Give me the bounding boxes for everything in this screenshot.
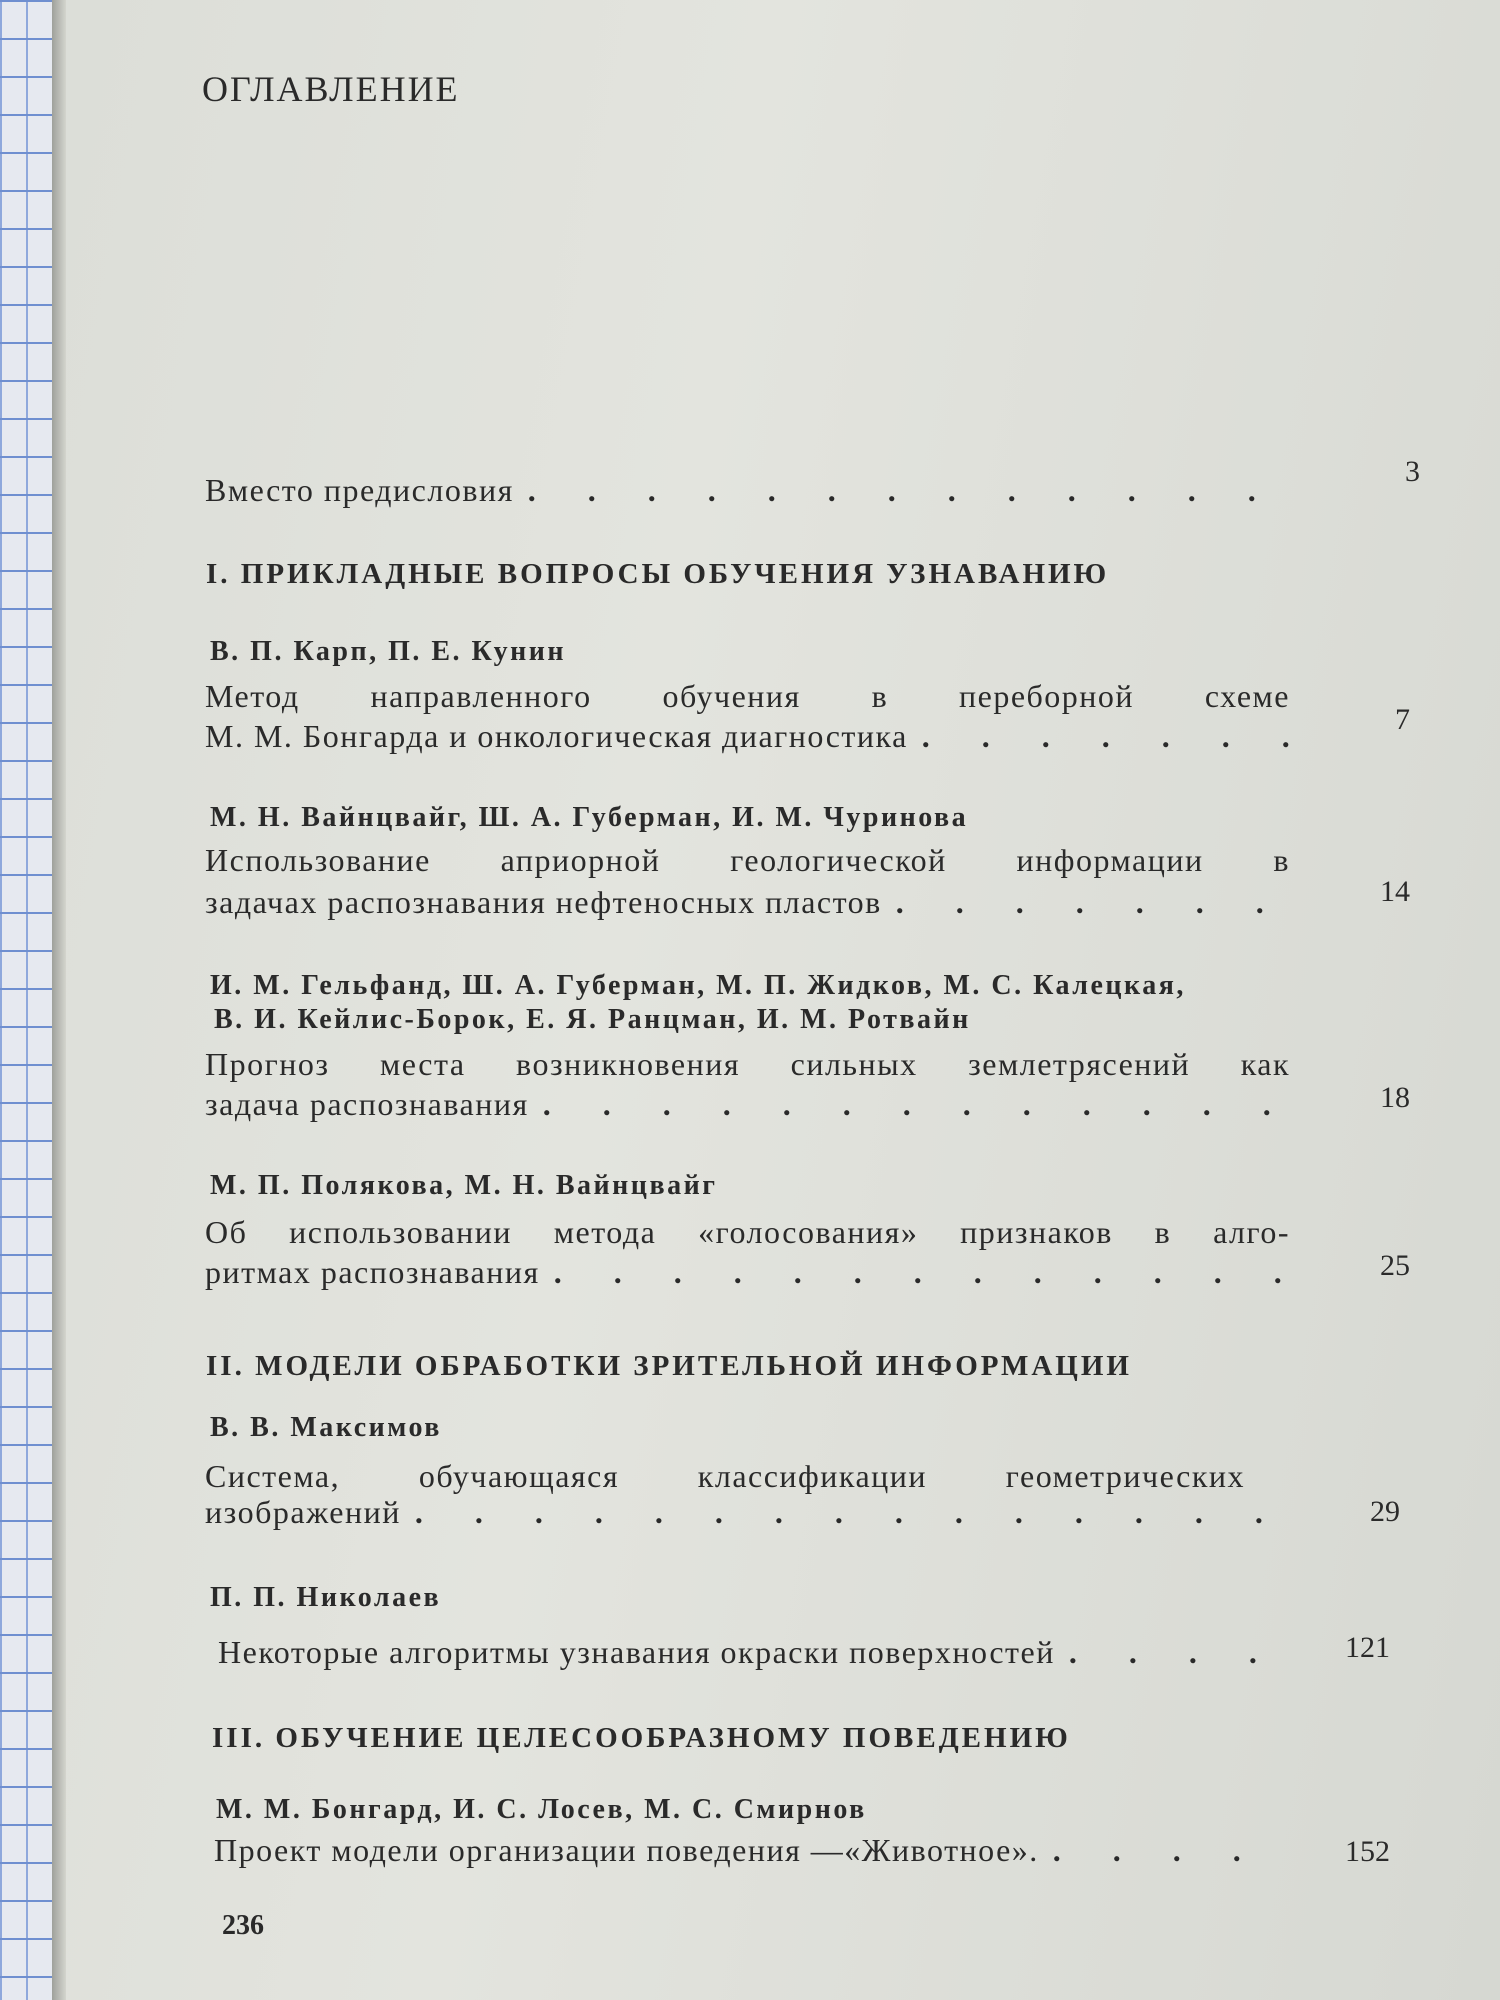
article-title-line: Прогноз места возникновения сильных землетрясений как: [205, 1046, 1290, 1082]
article-title-line: [205, 1252, 1290, 1292]
article-page: 152: [1345, 1835, 1390, 1868]
article-page: 14: [1380, 875, 1410, 908]
article-title-text: ритмах распознавания: [205, 1254, 540, 1290]
article-title-line: [218, 1632, 1290, 1672]
page-edge-shadow: [52, 0, 66, 2000]
dot-leader: [540, 1252, 1290, 1292]
article-title-line: [214, 1830, 1290, 1870]
preface-title: Вместо предисловия: [205, 472, 514, 508]
article-authors: М. П. Полякова, М. Н. Вайнцвайг: [210, 1170, 718, 1201]
dot-leader: [529, 1084, 1290, 1124]
article-authors: В. И. Кейлис-Борок, Е. Я. Ранцман, И. М. Ротвайн: [214, 1004, 971, 1035]
article-page: 25: [1380, 1249, 1410, 1282]
article-authors: М. М. Бонгард, И. С. Лосев, М. С. Смирнов: [216, 1794, 867, 1825]
dot-leader: [882, 882, 1290, 922]
article-page: 7: [1395, 703, 1410, 736]
section-title: I. ПРИКЛАДНЫЕ ВОПРОСЫ ОБУЧЕНИЯ УЗНАВАНИЮ: [206, 558, 1110, 590]
dot-leader: [908, 716, 1290, 756]
article-title-line: [205, 1084, 1290, 1124]
article-title-line: Об использовании метода «голосования» признаков в алго-: [205, 1214, 1290, 1250]
article-title-line: Метод направленного обучения в переборной схеме: [205, 678, 1290, 714]
article-title-text: М. М. Бонгарда и онкологическая диагностика: [205, 718, 908, 754]
article-title-line: Система, обучающаяся классификации геометрических: [205, 1458, 1245, 1494]
dot-leader: [1055, 1632, 1290, 1672]
dot-leader: [1039, 1830, 1290, 1870]
article-title-line: [205, 1492, 1290, 1532]
section-title: II. МОДЕЛИ ОБРАБОТКИ ЗРИТЕЛЬНОЙ ИНФОРМАЦИИ: [206, 1350, 1132, 1382]
article-page: 121: [1345, 1631, 1390, 1664]
article-title-text: задача распознавания: [205, 1086, 529, 1122]
article-title-text: изображений: [205, 1494, 401, 1530]
page-number: 236: [222, 1910, 264, 1941]
section-title: III. ОБУЧЕНИЕ ЦЕЛЕСООБРАЗНОМУ ПОВЕДЕНИЮ: [212, 1722, 1071, 1754]
article-title-text: задачах распознавания нефтеносных пластов: [205, 884, 882, 920]
article-authors: П. П. Николаев: [210, 1582, 442, 1613]
article-title-line: [205, 882, 1290, 922]
graph-paper-background: [0, 0, 52, 2000]
preface-entry: [205, 470, 1290, 510]
article-authors: В. П. Карп, П. Е. Кунин: [210, 636, 567, 667]
article-page: 18: [1380, 1081, 1410, 1114]
article-title-text: Некоторые алгоритмы узнавания окраски поверхностей: [218, 1634, 1055, 1670]
dot-leader: [514, 470, 1290, 510]
dot-leader: [401, 1492, 1290, 1532]
article-title-line: [205, 716, 1290, 756]
article-authors: В. В. Максимов: [210, 1412, 442, 1443]
article-title-text: Проект модели организации поведения —«Животное».: [214, 1832, 1039, 1868]
article-title-line: Использование априорной геологической информации в: [205, 842, 1290, 878]
toc-heading: ОГЛАВЛЕНИЕ: [202, 69, 460, 109]
preface-page: 3: [1405, 455, 1420, 488]
article-authors: И. М. Гельфанд, Ш. А. Губерман, М. П. Жидков, М. С. Калецкая,: [210, 970, 1186, 1001]
article-page: 29: [1370, 1495, 1400, 1528]
article-authors: М. Н. Вайнцвайг, Ш. А. Губерман, И. М. Чуринова: [210, 802, 969, 833]
